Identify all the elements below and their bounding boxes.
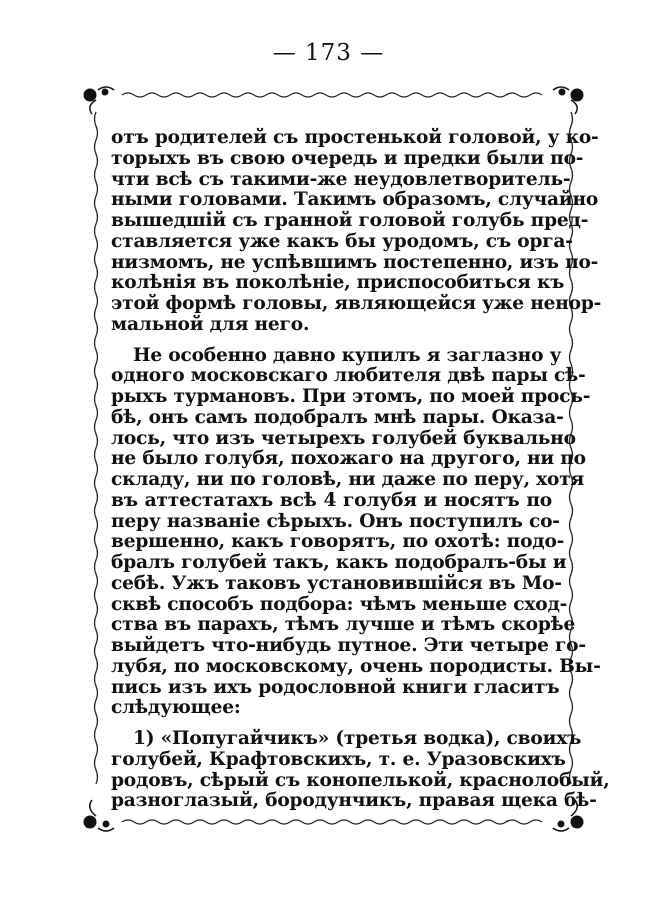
text-line: перу названіе сѣрыхъ. Онъ поступилъ со- xyxy=(111,510,560,532)
text-line: торыхъ въ свою очередь и предки были по- xyxy=(111,147,584,169)
text-line: въ аттестатахъ всѣ 4 голубя и носятъ по xyxy=(111,489,552,511)
top-border-line xyxy=(122,93,542,97)
text-line: этой формѣ головы, являющейся уже ненор- xyxy=(111,293,602,314)
text-line: не было голубя, похожаго на другого, ни по xyxy=(111,448,586,470)
text-line: колѣнія въ поколѣніе, приспособиться къ xyxy=(111,272,565,294)
corner-ornament-bottom-left xyxy=(84,800,114,831)
text-line: рыхъ турмановъ. При этомъ, по моей прось- xyxy=(111,386,591,407)
page-number: — 173 — xyxy=(272,40,385,66)
text-line: чти всѣ съ такими-же неудовлетворитель- xyxy=(111,168,571,190)
text-line: низмомъ, не успѣвшимъ постепенно, изъ по- xyxy=(111,251,599,273)
text-line: пись изъ ихъ родословной книги гласитъ xyxy=(111,676,560,698)
left-border-line xyxy=(95,112,98,784)
text-line: слѣдующее: xyxy=(111,697,241,719)
bottom-border-line xyxy=(122,820,542,824)
text-line: сквѣ способъ подбора: чѣмъ меньше сход- xyxy=(111,593,568,615)
text-line: бѣ, онъ самъ подобралъ мнѣ пары. Оказа- xyxy=(111,406,564,428)
text-line: ными головами. Такимъ образомъ, случайно xyxy=(111,189,599,211)
text-line: 1) «Попугайчикъ» (третья водка), своихъ xyxy=(133,728,582,749)
text-line: мальной для него. xyxy=(111,313,310,335)
text-line: бралъ голубей такъ, какъ подобралъ-бы и xyxy=(111,552,567,573)
text-line: разноглазый, бородунчикъ, правая щека бѣ- xyxy=(111,790,597,812)
text-line: ства въ парахъ, тѣмъ лучше и тѣмъ скорѣе xyxy=(111,614,576,636)
corner-ornament-top-right xyxy=(553,87,583,114)
text-line: вышедшій съ гранной головой голубь пред- xyxy=(111,210,589,231)
paragraph-gap xyxy=(111,336,552,346)
text-line: выйдетъ что-нибудь путное. Эти четыре го- xyxy=(111,635,586,656)
text-line: лось, что изъ четырехъ голубей буквально xyxy=(111,427,576,449)
text-line: вершенно, какъ говорятъ, по охотѣ: подо- xyxy=(111,531,565,553)
text-line: лубя, по московскому, очень породисты. Вы- xyxy=(111,655,601,677)
text-line: себѣ. Ужъ таковъ установившійся въ Мо- xyxy=(111,572,562,594)
corner-ornament-top-left xyxy=(84,87,114,114)
text-line: одного московскаго любителя двѣ пары сѣ- xyxy=(111,365,586,387)
body-text xyxy=(111,127,610,812)
text-line: Не особенно давно купилъ я заглазно у xyxy=(133,344,562,366)
text-line: отъ родителей съ простенькой головой, у ко- xyxy=(111,127,599,148)
text-line: ставляется уже какъ бы уродомъ, съ орга- xyxy=(111,230,573,252)
text-line: голубей, Крафтовскихъ, т. е. Уразовскихъ xyxy=(111,748,566,770)
text-line: складу, ни по головѣ, ни даже по перу, хотя xyxy=(111,469,585,490)
text-line: родовъ, сѣрый съ конопелькой, краснолобый, xyxy=(111,769,610,791)
